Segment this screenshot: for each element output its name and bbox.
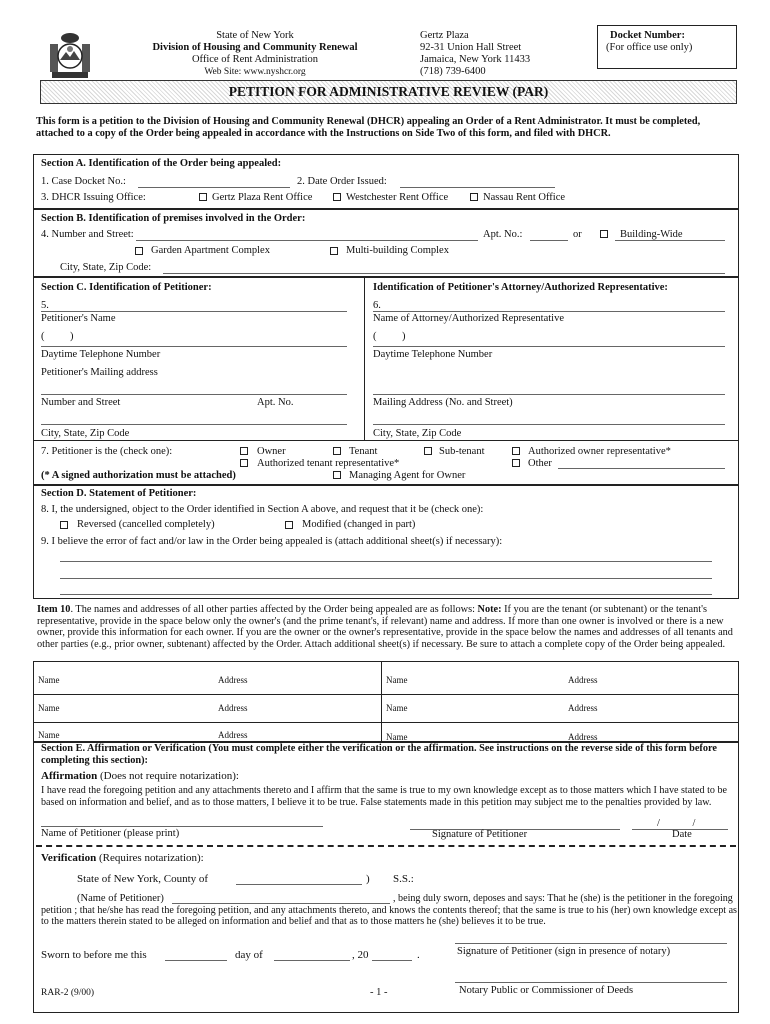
intro-text: This form is a petition to the Division of Housing and Community Renewal (DHCR) appealing an Order of a Rent Administrator. It must be completed, attached to a copy of the Order being appealed in accordance with the Instructions on Side Two of this form, and filed with DHCR. <box>36 116 701 139</box>
attorney-mailing-label: Mailing Address (No. and Street) <box>373 397 513 408</box>
form-title: PETITION FOR ADMINISTRATIVE REVIEW (PAR) <box>228 84 549 99</box>
petitioner-phone-field[interactable] <box>41 346 347 347</box>
attorney-name-label: Name of Attorney/Authorized Representative <box>373 313 564 324</box>
error-statement-line-2[interactable] <box>60 578 712 579</box>
party-5-name-label: Name <box>38 730 60 740</box>
item-10-body: . The names and addresses of all other parties affected by the Order being appealed are as follows: <box>70 604 478 615</box>
signature-label: Signature of Petitioner <box>432 829 528 840</box>
header-state: State of New York <box>216 30 294 41</box>
verification-note: (Requires notarization): <box>96 852 204 864</box>
attorney-street-field[interactable] <box>373 394 725 395</box>
docket-note: (For office use only) <box>606 42 693 53</box>
section-e-heading: Section E. Affirmation or Verification (You must complete either the verification or the affirmation. See instructions on the reverse side of this form before completing this section): <box>41 743 717 766</box>
number-street-field[interactable] <box>136 240 478 241</box>
number-street-label: 4. Number and Street: <box>41 229 134 240</box>
party-6-address-label: Address <box>568 732 598 742</box>
building-wide-underline <box>615 240 725 241</box>
item-9-text: 9. I believe the error of fact and/or law in the Order being appealed is (attach additional sheet(s) if necessary): <box>41 536 503 547</box>
apt-no-sublabel: Apt. No. <box>257 397 294 408</box>
tenant-label: Tenant <box>349 446 378 457</box>
party-2-address-label: Address <box>568 675 598 685</box>
ss-label: S.S.: <box>393 873 414 885</box>
petitioner-is-label: 7. Petitioner is the (check one): <box>41 446 173 457</box>
modified-checkbox[interactable] <box>285 521 293 529</box>
day-of-label: day of <box>235 949 263 961</box>
attorney-phone-label: Daytime Telephone Number <box>373 349 493 360</box>
parties-table-divider <box>381 661 382 743</box>
issuing-office-label: 3. DHCR Issuing Office: <box>41 192 146 203</box>
gertz-plaza-checkbox[interactable] <box>199 193 207 201</box>
other-field[interactable] <box>558 468 725 469</box>
attorney-city-label: City, State, Zip Code <box>373 428 462 439</box>
attorney-phone-paren-left: ( <box>373 331 377 342</box>
error-statement-line-3[interactable] <box>60 594 712 595</box>
westchester-label: Westchester Rent Office <box>346 192 449 203</box>
item-10-text <box>37 604 737 650</box>
date-order-field[interactable] <box>400 187 555 188</box>
modified-label: Modified (changed in part) <box>302 519 416 530</box>
owner-label: Owner <box>257 446 286 457</box>
party-1-address-label: Address <box>218 675 248 685</box>
affirmation-note: (Does not require notarization): <box>97 770 239 782</box>
sworn-year-field[interactable] <box>372 960 412 961</box>
petitioner-city-field[interactable] <box>41 424 347 425</box>
auth-tenant-rep-checkbox[interactable] <box>240 459 248 467</box>
error-statement-line-1[interactable] <box>60 561 712 562</box>
petitioner-name-field[interactable] <box>41 311 347 312</box>
verification-heading <box>41 852 204 864</box>
item-8-text: 8. I, the undersigned, object to the Order identified in Section A above, and request that it be (check one): <box>41 504 484 515</box>
section-b-heading: Section B. Identification of premises involved in the Order: <box>41 213 306 224</box>
docket-label: Docket Number: <box>610 30 685 41</box>
party-3-address-label: Address <box>218 703 248 713</box>
petitioner-name-label: Petitioner's Name <box>41 313 116 324</box>
item-10-label: Item 10 <box>37 604 71 615</box>
garden-apartment-checkbox[interactable] <box>135 247 143 255</box>
party-4-name-label: Name <box>386 703 408 713</box>
reversed-checkbox[interactable] <box>60 521 68 529</box>
apt-no-field[interactable] <box>530 240 568 241</box>
building-wide-checkbox[interactable] <box>600 230 608 238</box>
party-4-address-label: Address <box>568 703 598 713</box>
managing-agent-label: Managing Agent for Owner <box>349 470 466 481</box>
name-print-label: Name of Petitioner (please print) <box>41 828 180 839</box>
date-slashes: / / <box>657 818 696 829</box>
date-label: Date <box>672 829 692 840</box>
petitioner-phone-label: Daytime Telephone Number <box>41 349 161 360</box>
sworn-month-field[interactable] <box>274 960 350 961</box>
subtenant-label: Sub-tenant <box>439 446 485 457</box>
section-c-inner-divider <box>33 440 739 441</box>
nassau-checkbox[interactable] <box>470 193 478 201</box>
building-wide-label: Building-Wide <box>620 229 683 240</box>
header-division: Division of Housing and Community Renewal <box>152 42 358 53</box>
petitioner-street-field[interactable] <box>41 394 347 395</box>
affirmation-heading <box>41 770 239 782</box>
affirmation-separator <box>36 845 736 847</box>
sworn-period: . <box>417 949 420 961</box>
section-a-heading: Section A. Identification of the Order being appealed: <box>41 158 282 169</box>
affirmation-label: Affirmation <box>41 770 98 782</box>
managing-agent-checkbox[interactable] <box>333 471 341 479</box>
year-prefix: , 20 <box>352 949 369 961</box>
item-10-note: If you are the tenant (or subtenant) or the tenant's representative, provide in the space below only the owner's (and the prime tenant's, if relevant) name and address. If more than one owner is involved or there is a new owner, provide this information for each owner. If you are the owner or the owner's representative, provide in the space below the names and addresses of all tenants and other parties (e.g., prior owner, subtenant) affected by the Order. Attach additional sheet(s) if necessary. Be sure to attach a complete copy of the Order being appealed. <box>37 604 733 650</box>
petitioner-print-name-field[interactable] <box>41 826 323 827</box>
address-line-1: Gertz Plaza <box>420 30 469 41</box>
case-docket-field[interactable] <box>138 187 290 188</box>
item-6-number: 6. <box>373 300 381 311</box>
address-line-3: Jamaica, New York 11433 <box>420 54 531 65</box>
petitioner-phone-paren-right: ) <box>70 331 74 342</box>
affirmation-text: I have read the foregoing petition and any attachments thereto and I affirm that the same is true to my own knowledge except as to those matters which I have stated to be based on information and belief, and as to those matters, I believe it to be true. False statements made in this petition may subject me to the penalties provided by law. <box>41 785 727 808</box>
petitioner-phone-paren-left: ( <box>41 331 45 342</box>
auth-owner-rep-label: Authorized owner representative* <box>528 446 671 457</box>
case-docket-label: 1. Case Docket No.: <box>41 176 126 187</box>
tenant-checkbox[interactable] <box>333 447 341 455</box>
item-5-number: 5. <box>41 300 49 311</box>
verification-label: Verification <box>41 852 97 864</box>
attorney-phone-field[interactable] <box>373 346 725 347</box>
subtenant-checkbox[interactable] <box>424 447 432 455</box>
gertz-plaza-label: Gertz Plaza Rent Office <box>212 192 313 203</box>
reversed-label: Reversed (cancelled completely) <box>77 519 215 530</box>
sworn-day-field[interactable] <box>165 960 227 961</box>
party-6-name-label: Name <box>386 732 408 742</box>
section-d-heading: Section D. Statement of Petitioner: <box>41 488 197 499</box>
westchester-checkbox[interactable] <box>333 193 341 201</box>
section-c-heading-right: Identification of Petitioner's Attorney/Authorized Representative: <box>373 282 668 293</box>
or-label: or <box>573 229 582 240</box>
notary-label: Notary Public or Commissioner of Deeds <box>459 985 634 996</box>
county-field[interactable] <box>236 884 362 885</box>
name-of-petitioner-label: (Name of Petitioner) <box>77 893 164 904</box>
owner-checkbox[interactable] <box>240 447 248 455</box>
other-label: Other <box>528 458 552 469</box>
item-10-note-label: Note: <box>477 604 502 615</box>
sworn-label: Sworn to before me this <box>41 949 147 961</box>
garden-apartment-label: Garden Apartment Complex <box>151 245 270 256</box>
state-county-label: State of New York, County of <box>77 873 209 885</box>
page-number: - 1 - <box>370 987 388 998</box>
header-office: Office of Rent Administration <box>191 54 319 65</box>
county-paren: ) <box>366 873 370 885</box>
section-c-heading: Section C. Identification of Petitioner: <box>41 282 212 293</box>
party-2-name-label: Name <box>386 675 408 685</box>
notary-signature-field[interactable] <box>455 943 727 944</box>
city-state-zip-field[interactable] <box>163 273 725 274</box>
multi-building-label: Multi-building Complex <box>346 245 449 256</box>
notary-field[interactable] <box>455 982 727 983</box>
attorney-phone-paren-right: ) <box>402 331 406 342</box>
auth-owner-rep-checkbox[interactable] <box>512 447 520 455</box>
party-1-name-label: Name <box>38 675 60 685</box>
petitioner-city-label: City, State, Zip Code <box>41 428 130 439</box>
mailing-address-label: Petitioner's Mailing address <box>41 367 158 378</box>
number-street-sublabel: Number and Street <box>41 397 121 408</box>
multi-building-checkbox[interactable] <box>330 247 338 255</box>
date-order-label: 2. Date Order Issued: <box>297 176 387 187</box>
verification-text: , being duly sworn, deposes and says: That he (she) is the petitioner in the foregoing petition ; that he/she has read the foregoing petition, and any attachments thereto, and knows the contents thereof; that the same is true to his (her) own knowledge except as to the matters therein stated to be alleged on information and belief and that as to those matters he (she) believes it to be true. <box>41 893 737 928</box>
other-checkbox[interactable] <box>512 459 520 467</box>
party-3-name-label: Name <box>38 703 60 713</box>
signed-auth-note: (* A signed authorization must be attached) <box>41 470 236 481</box>
parties-row-line-2 <box>33 722 739 723</box>
ny-state-seal <box>44 30 96 82</box>
attorney-name-field[interactable] <box>373 311 725 312</box>
section-c-divider <box>364 277 365 440</box>
parties-row-line-1 <box>33 694 739 695</box>
form-id: RAR-2 (9/00) <box>41 988 95 998</box>
party-5-address-label: Address <box>218 730 248 740</box>
address-line-2: 92-31 Union Hall Street <box>420 42 522 53</box>
city-state-zip-label: City, State, Zip Code: <box>60 262 152 273</box>
apt-no-label: Apt. No.: <box>483 229 523 240</box>
notary-signature-label: Signature of Petitioner (sign in presence of notary) <box>457 946 671 957</box>
attorney-city-field[interactable] <box>373 424 725 425</box>
header-website: Web Site: www.nyshcr.org <box>204 67 306 77</box>
nassau-label: Nassau Rent Office <box>483 192 566 203</box>
auth-tenant-rep-label: Authorized tenant representative* <box>257 458 400 469</box>
phone-number: (718) 739-6400 <box>420 66 486 77</box>
